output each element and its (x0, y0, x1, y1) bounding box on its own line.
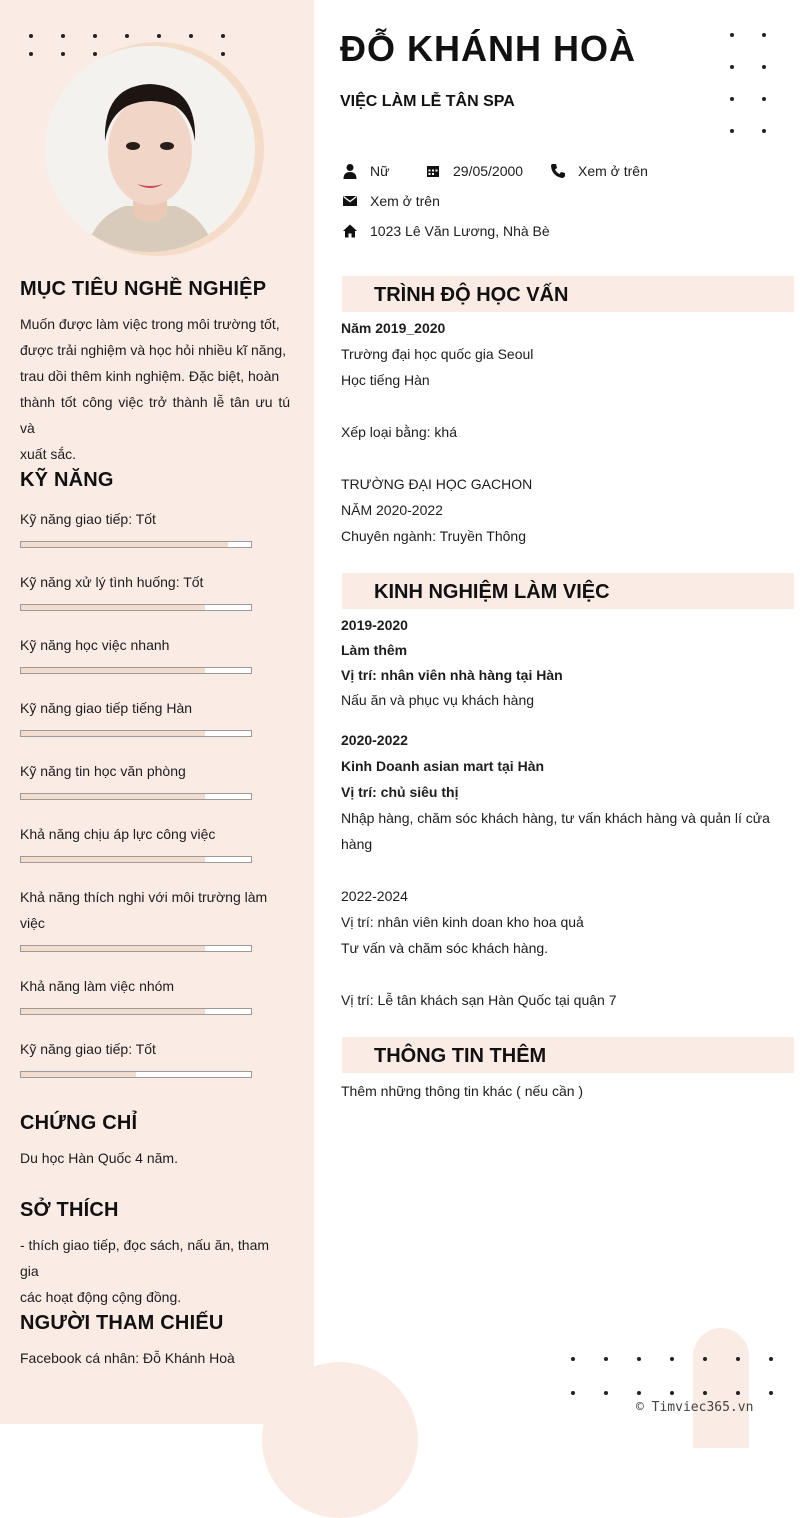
skill-bar-fill (21, 857, 205, 862)
decorative-dot (221, 34, 225, 38)
decorative-dot (762, 129, 766, 133)
experience-line: Nấu ăn và phục vụ khách hàng (341, 692, 535, 708)
education-line: Trường đại học quốc gia Seoul (341, 346, 534, 362)
decorative-dot (736, 1391, 740, 1395)
objective-text (20, 311, 290, 467)
skill-bar-fill (21, 794, 205, 799)
decorative-dot (769, 1391, 773, 1395)
decorative-dot (157, 34, 161, 38)
decorative-dot (762, 65, 766, 69)
skill-bar-fill (21, 542, 228, 547)
decorative-dot-grid (730, 33, 790, 153)
experience-line: hàng (341, 836, 373, 852)
experience-line: Kinh Doanh asian mart tại Hàn (341, 758, 545, 774)
education-line: TRƯỜNG ĐẠI HỌC GACHON (341, 476, 533, 492)
skill-label: Kỹ năng giao tiếp: Tốt (20, 1041, 156, 1057)
references-text: Facebook cá nhân: Đỗ Khánh Hoà (20, 1350, 235, 1366)
skill-label: Kỹ năng giao tiếp tiếng Hàn (20, 700, 193, 716)
home-icon (342, 223, 358, 239)
experience-line: Vị trí: nhân viên nhà hàng tại Hàn (341, 667, 563, 683)
decorative-dot (637, 1357, 641, 1361)
decorative-dot (125, 34, 129, 38)
additional-text: Thêm những thông tin khác ( nếu cần ) (341, 1083, 584, 1099)
watermark: © Timviec365.vn (636, 1400, 754, 1415)
objective-title: MỤC TIÊU NGHỀ NGHIỆP (20, 278, 267, 300)
decorative-dot (93, 52, 97, 56)
decorative-dot (221, 52, 225, 56)
skill-label: Kỹ năng giao tiếp: Tốt (20, 511, 156, 527)
education-line: Xếp loại bằng: khá (341, 424, 457, 440)
education-line: Năm 2019_2020 (341, 320, 446, 336)
skill-label: Kỹ năng học việc nhanh (20, 637, 170, 653)
decorative-dot (670, 1357, 674, 1361)
skill-bar-fill (21, 731, 205, 736)
experience-line: 2020-2022 (341, 732, 408, 748)
decorative-dot (730, 129, 734, 133)
skill-bar-fill (21, 1009, 205, 1014)
education-line: Chuyên ngành: Truyền Thông (341, 528, 526, 544)
phone-icon (550, 163, 566, 179)
decorative-dot (571, 1391, 575, 1395)
experience-line: Tư vấn và chăm sóc khách hàng. (341, 940, 549, 956)
references-title: NGƯỜI THAM CHIẾU (20, 1312, 224, 1334)
calendar-icon (425, 163, 441, 179)
skill-bar (20, 541, 252, 548)
experience-line: Vị trí: nhân viên kinh doan kho hoa quả (341, 914, 584, 930)
decorative-dot (730, 65, 734, 69)
skills-title: KỸ NĂNG (20, 469, 114, 491)
skill-label: Khả năng thích nghi với môi trường làm (20, 889, 268, 905)
skill-bar (20, 856, 252, 863)
skill-bar (20, 1071, 252, 1078)
objective-line: xuất sắc. (20, 446, 77, 462)
decorative-dot (93, 34, 97, 38)
decorative-dot (61, 34, 65, 38)
decorative-dot (703, 1391, 707, 1395)
skill-bar-fill (21, 668, 205, 673)
decorative-dot (637, 1391, 641, 1395)
decorative-dot (762, 97, 766, 101)
birthday-value: 29/05/2000 (453, 163, 524, 179)
hobbies-line: - thích giao tiếp, đọc sách, nấu ăn, tham gia (20, 1237, 270, 1279)
person-icon (342, 163, 358, 179)
experience-line: Làm thêm (341, 642, 408, 658)
education-section-header (342, 276, 794, 312)
certificates-text: Du học Hàn Quốc 4 năm. (20, 1150, 178, 1166)
decorative-dot (604, 1391, 608, 1395)
education-title: TRÌNH ĐỘ HỌC VẤN (374, 284, 569, 306)
experience-line: Vị trí: chủ siêu thị (341, 784, 459, 800)
candidate-name: ĐỖ KHÁNH HOÀ (340, 28, 636, 69)
skill-bar-fill (21, 1072, 136, 1077)
skill-bar (20, 793, 252, 800)
objective-line: trau dồi thêm kinh nghiệm. Đặc biệt, hoàn (20, 368, 280, 384)
decorative-dot (736, 1357, 740, 1361)
hobbies-title: SỞ THÍCH (20, 1199, 119, 1221)
experience-line: 2022-2024 (341, 888, 408, 904)
objective-line: được trải nghiệm và học hỏi nhiều kĩ năng, (20, 342, 287, 358)
sidebar (0, 0, 314, 1424)
address-value: 1023 Lê Văn Lương, Nhà Bè (370, 223, 550, 239)
skill-bar (20, 604, 252, 611)
email-value: Xem ở trên (370, 193, 440, 209)
avatar-portrait-icon (45, 46, 255, 252)
decorative-arch-left (262, 1362, 418, 1518)
decorative-dot (670, 1391, 674, 1395)
decorative-dot (29, 34, 33, 38)
skill-bar (20, 945, 252, 952)
decorative-dot (703, 1357, 707, 1361)
decorative-dot (730, 97, 734, 101)
additional-title: THÔNG TIN THÊM (374, 1045, 547, 1067)
experience-title: KINH NGHIỆM LÀM VIỆC (374, 581, 610, 603)
skill-bar (20, 667, 252, 674)
skill-bar-fill (21, 946, 205, 951)
skill-label: Kỹ năng tin học văn phòng (20, 763, 186, 779)
skill-bar (20, 730, 252, 737)
decorative-dot (769, 1357, 773, 1361)
objective-line: thành tốt công việc trở thành lễ tân ưu tú và (20, 394, 290, 436)
decorative-dot (730, 33, 734, 37)
phone-value: Xem ở trên (578, 163, 648, 179)
skill-bar-fill (21, 605, 205, 610)
avatar (45, 46, 255, 252)
envelope-icon (342, 193, 358, 209)
experience-line: 2019-2020 (341, 617, 408, 633)
skill-label-continued: việc (20, 915, 45, 931)
experience-line: Nhập hàng, chăm sóc khách hàng, tư vấn khách hàng và quản lí cửa (341, 810, 770, 826)
experience-line: Vị trí: Lễ tân khách sạn Hàn Quốc tại quận 7 (341, 992, 617, 1008)
decorative-dot (571, 1357, 575, 1361)
experience-section-header (342, 573, 794, 609)
hobbies-text (20, 1232, 290, 1310)
decorative-dot (29, 52, 33, 56)
certificates-title: CHỨNG CHỈ (20, 1112, 138, 1134)
education-line: NĂM 2020-2022 (341, 502, 443, 518)
hobbies-line: các hoạt động cộng đồng. (20, 1289, 182, 1305)
objective-line: Muốn được làm việc trong môi trường tốt, (20, 316, 280, 332)
decorative-dot (189, 34, 193, 38)
additional-section-header (342, 1037, 794, 1073)
skill-bar (20, 1008, 252, 1015)
skill-label: Kỹ năng xử lý tình huống: Tốt (20, 574, 204, 590)
decorative-dot (604, 1357, 608, 1361)
job-title: VIỆC LÀM LỄ TÂN SPA (340, 93, 515, 110)
education-line: Học tiếng Hàn (341, 372, 430, 388)
decorative-dot (61, 52, 65, 56)
skill-label: Khả năng chịu áp lực công việc (20, 826, 216, 842)
skill-label: Khả năng làm việc nhóm (20, 978, 175, 994)
decorative-dot (762, 33, 766, 37)
gender-value: Nữ (370, 163, 390, 179)
